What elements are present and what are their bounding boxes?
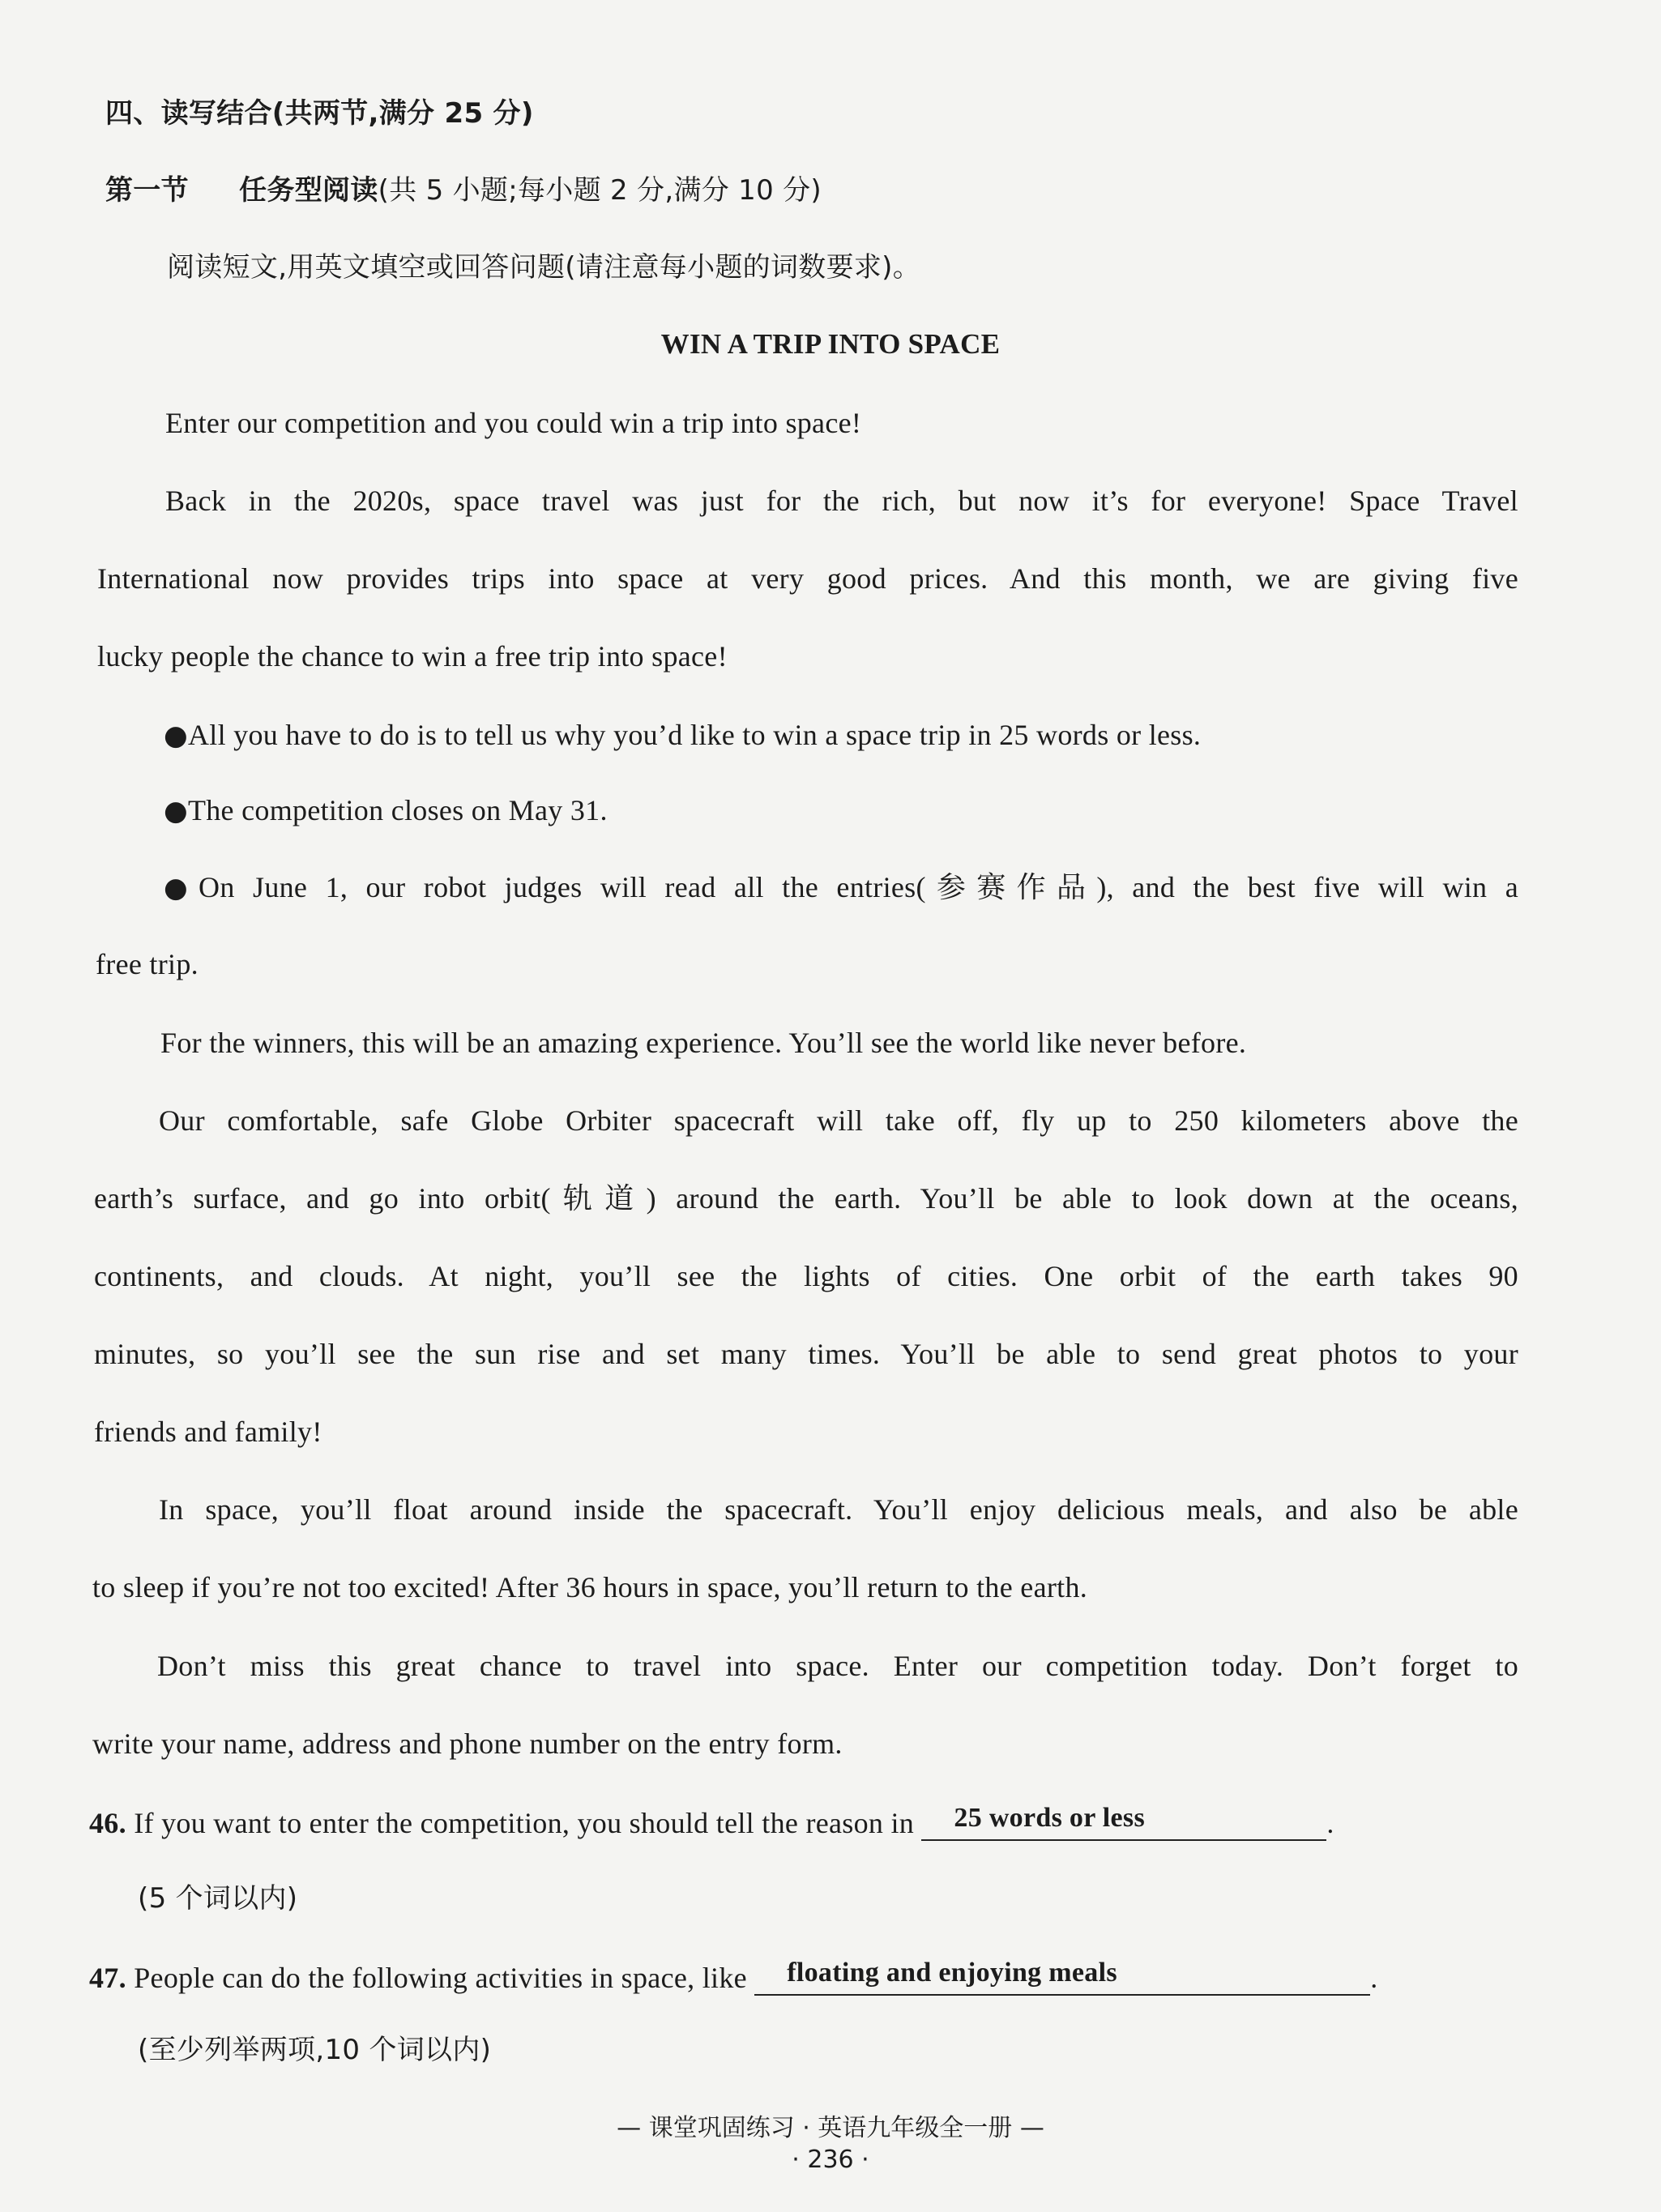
paragraph-4-line-1: Our comfortable, safe Globe Orbiter spacecraft will take off, fly up to 250 kilometers above the bbox=[159, 1104, 1518, 1137]
question-text: People can do the following activities in space, like bbox=[134, 1962, 747, 1994]
instruction: 阅读短文,用英文填空或回答问题(请注意每小题的词数要求)。 bbox=[167, 251, 921, 284]
paragraph-1: Enter our competition and you could win a trip into space! bbox=[165, 407, 862, 439]
part-title: 任务型阅读 bbox=[239, 174, 378, 207]
question-text: If you want to enter the competition, you should tell the reason in bbox=[134, 1807, 915, 1839]
paragraph-4-line-3: continents, and clouds. At night, you’ll see the lights of cities. One orbit of the earth takes 90 bbox=[94, 1260, 1518, 1292]
part-label: 第一节 bbox=[105, 174, 189, 207]
question-46-note: (5 个词以内) bbox=[138, 1882, 298, 1915]
question-47-note: (至少列举两项,10 个词以内) bbox=[138, 2034, 492, 2066]
paragraph-2-line-3: lucky people the chance to win a free trip into space! bbox=[97, 640, 728, 673]
bullet-icon: ● bbox=[164, 795, 188, 827]
paragraph-6-line-1: Don’t miss this great chance to travel into space. Enter our competition today. Don’t forget to bbox=[157, 1650, 1518, 1682]
page-number: · 236 · bbox=[792, 2146, 869, 2174]
question-number: 46. bbox=[89, 1807, 126, 1839]
paragraph-5-line-1: In space, you’ll float around inside the spacecraft. You’ll enjoy delicious meals, and also be able bbox=[159, 1493, 1518, 1526]
question-number: 47. bbox=[89, 1962, 126, 1994]
bullet-item-3-line-1 bbox=[164, 869, 1518, 906]
passage-title: WIN A TRIP INTO SPACE bbox=[660, 328, 1001, 360]
part-heading bbox=[105, 173, 822, 208]
question-47 bbox=[89, 1958, 1378, 1996]
bullet-text-2: The competition closes on May 31. bbox=[187, 794, 608, 826]
bullet-text-3: On June 1, our robot judges will read all the entries(参赛作品), and the best five will win a bbox=[199, 871, 1519, 903]
part-detail: (共 5 小题;每小题 2 分,满分 10 分) bbox=[378, 174, 822, 207]
answer-text: floating and enjoying meals bbox=[787, 1958, 1117, 1988]
paragraph-4-line-4: minutes, so you’ll see the sun rise and set many times. You’ll be able to send great photos to your bbox=[94, 1338, 1518, 1370]
question-46 bbox=[89, 1804, 1334, 1841]
bullet-text-1: All you have to do is to tell us why you’d like to win a space trip in 25 words or less. bbox=[187, 719, 1202, 751]
bullet-icon: ● bbox=[164, 720, 188, 752]
question-end: . bbox=[1326, 1807, 1334, 1839]
paragraph-6-line-2: write your name, address and phone number on the entry form. bbox=[92, 1727, 843, 1760]
bullet-item-2 bbox=[164, 792, 608, 829]
answer-blank[interactable] bbox=[754, 1958, 1370, 1996]
bullet-item-3-line-2: free trip. bbox=[96, 948, 199, 980]
footer-book-title: — 课堂巩固练习 · 英语九年级全一册 — bbox=[617, 2114, 1044, 2142]
paragraph-3: For the winners, this will be an amazing experience. You’ll see the world like never before. bbox=[160, 1027, 1247, 1059]
answer-text: 25 words or less bbox=[954, 1803, 1145, 1833]
bullet-item-1 bbox=[164, 717, 1201, 754]
question-end: . bbox=[1370, 1962, 1378, 1994]
answer-blank[interactable] bbox=[921, 1804, 1326, 1841]
paragraph-2-line-1: Back in the 2020s, space travel was just for the rich, but now it’s for everyone! Space Travel bbox=[165, 485, 1518, 517]
section-heading: 四、读写结合(共两节,满分 25 分) bbox=[105, 97, 534, 130]
bullet-icon: ● bbox=[164, 872, 199, 904]
paragraph-2-line-2: International now provides trips into space at very good prices. And this month, we are giving five bbox=[97, 562, 1518, 595]
paragraph-4-line-2: earth’s surface, and go into orbit(轨道) around the earth. You’ll be able to look down at the oceans, bbox=[94, 1182, 1518, 1215]
paragraph-4-line-5: friends and family! bbox=[94, 1416, 322, 1448]
paragraph-5-line-2: to sleep if you’re not too excited! After 36 hours in space, you’ll return to the earth. bbox=[92, 1571, 1088, 1603]
